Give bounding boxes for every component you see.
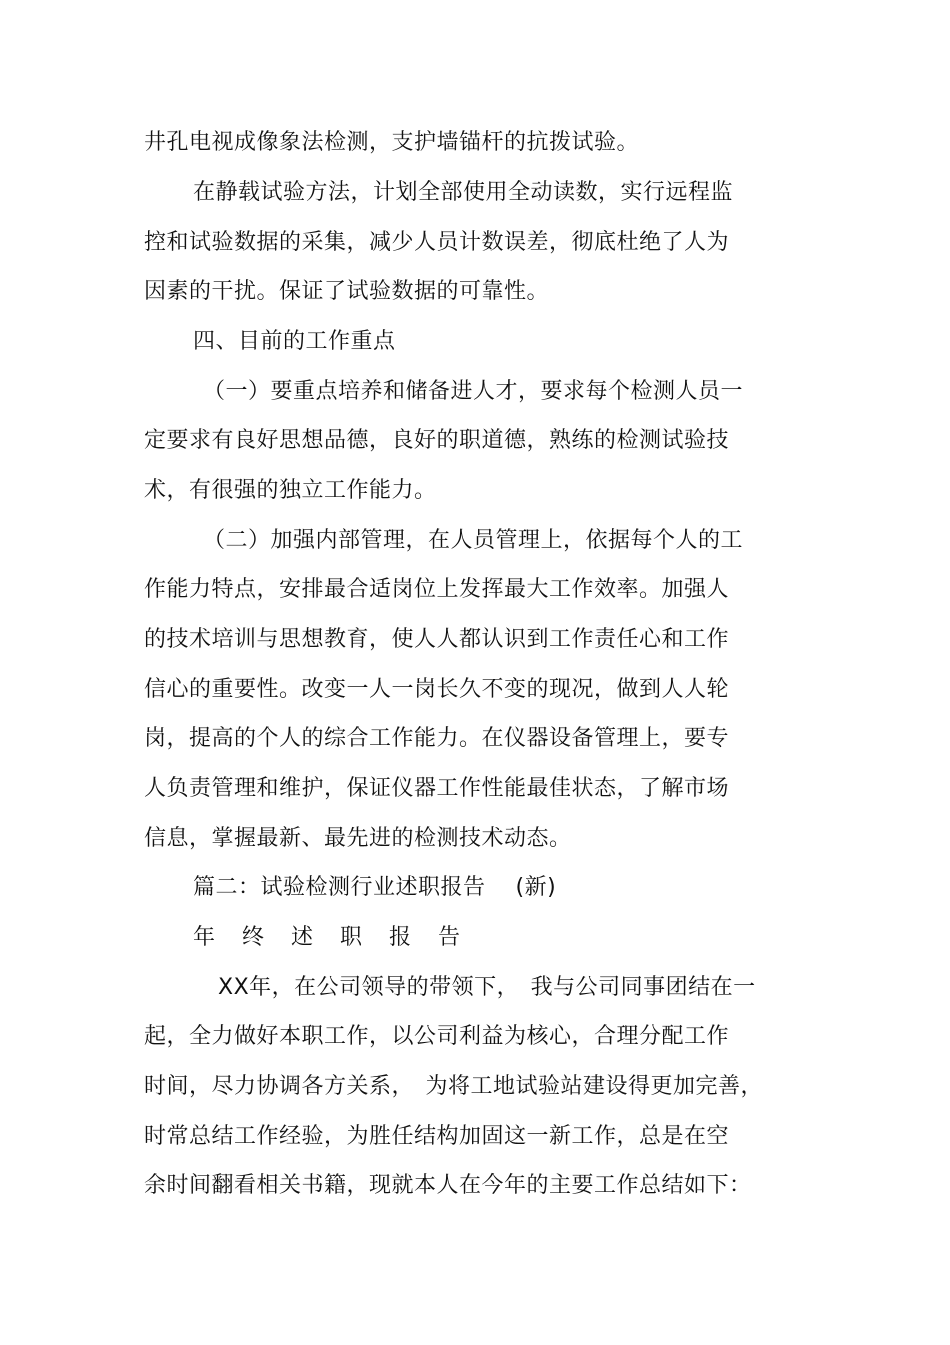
text-line: 在静载试验方法，计划全部使用全动读数，实行远程监	[193, 180, 734, 205]
text-line: 控和试验数据的采集，减少人员计数误差，彻底杜绝了人为	[144, 230, 730, 255]
text-line: 岗，提高的个人的综合工作能力。在仪器设备管理上，要专	[144, 726, 730, 751]
text-line: 井孔电视成像象法检测，支护墙锚杆的抗拨试验。	[144, 130, 640, 155]
text-line: 余时间翻看相关书籍，现就本人在今年的主要工作总结如下：	[144, 1173, 752, 1198]
text-line: 术，有很强的独立工作能力。	[144, 478, 437, 503]
text-line: （二）加强内部管理，在人员管理上，依据每个人的工	[203, 528, 744, 553]
text-line: 的技术培训与思想教育，使人人都认识到工作责任心和工作	[144, 627, 730, 652]
article-title: 篇二：试验检测行业述职报告 (新)	[193, 875, 557, 900]
text-line: 人负责管理和维护，保证仪器工作性能最佳状态，了解市场	[144, 776, 730, 801]
section-heading: 四、目前的工作重点	[193, 329, 396, 354]
text-line: 信心的重要性。改变一人一岗长久不变的现况，做到人人轮	[144, 677, 730, 702]
text-line: 因素的干扰。保证了试验数据的可靠性。	[144, 279, 550, 304]
text-line: XX年，在公司领导的带领下， 我与公司同事团结在一	[218, 975, 756, 1000]
text-line: 定要求有良好思想品德，良好的职道德，熟练的检测试验技	[144, 428, 730, 453]
text-line: 信息，掌握最新、最先进的检测技术动态。	[144, 826, 572, 851]
report-title: 年终述职报告	[193, 925, 488, 950]
text-line: （一）要重点培养和储备进人才，要求每个检测人员一	[203, 379, 744, 404]
text-line: 时间，尽力协调各方关系， 为将工地试验站建设得更加完善，	[144, 1074, 764, 1099]
text-line: 作能力特点，安排最合适岗位上发挥最大工作效率。加强人	[144, 577, 730, 602]
text-line: 起，全力做好本职工作，以公司利益为核心，合理分配工作	[144, 1024, 730, 1049]
text-line: 时常总结工作经验，为胜任结构加固这一新工作，总是在空	[144, 1124, 730, 1149]
